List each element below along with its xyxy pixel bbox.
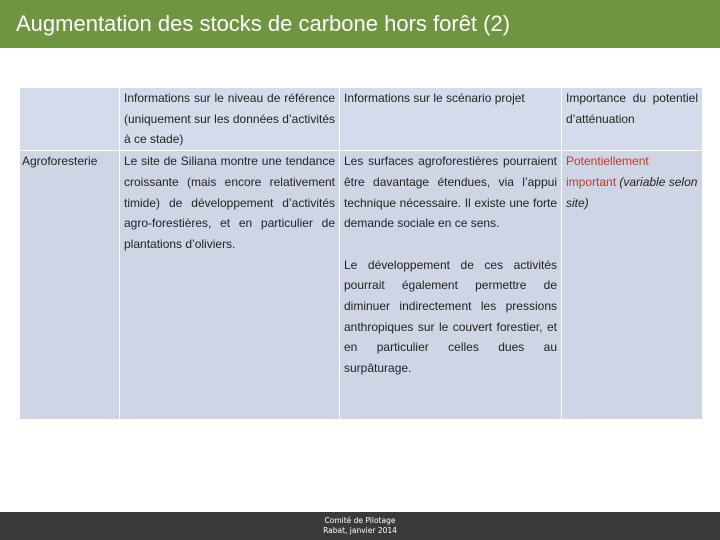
header-cell-importance xyxy=(562,88,703,151)
importance-main: Potentiellement important xyxy=(566,154,649,189)
header-reference-text: Informations sur le niveau de référence (uniquement sur les données d’activités à ce stade) xyxy=(124,91,335,147)
row-label: Agroforesterie xyxy=(22,154,98,169)
header-scenario-text: Informations sur le scénario projet xyxy=(344,91,525,105)
footer-line-2: Rabat, janvier 2014 xyxy=(323,526,397,535)
importance-note: (variable selon site) xyxy=(566,174,698,210)
scenario-paragraph-1: Les surfaces agroforestières pourraient être davantage étendues, via l’appui technique nécessaire. Il existe une forte demande sociale en ce sens. xyxy=(344,154,557,231)
importance-cell xyxy=(562,151,703,420)
header-cell-scenario xyxy=(340,88,562,151)
header-cell-reference xyxy=(120,88,340,151)
header-empty-cell xyxy=(20,88,120,151)
footer-line-1: Comité de Pilotage xyxy=(324,516,396,525)
scenario-cell xyxy=(340,151,562,420)
table-row xyxy=(20,151,703,420)
row-label-cell xyxy=(20,151,120,420)
footer-text xyxy=(300,516,420,536)
reference-cell xyxy=(120,151,340,420)
slide-title: Augmentation des stocks de carbone hors forêt (2) xyxy=(16,11,511,36)
header-importance-text: Importance du potentiel d’atténuation xyxy=(566,91,698,126)
reference-text: Le site de Siliana montre une tendance croissante (mais encore relativement timide) de développement d’activités agro-forestières, et en particulier de plantations d’oliviers. xyxy=(124,154,335,251)
importance-text xyxy=(562,151,702,213)
scenario-paragraph-2: Le développement de ces activités pourrait également permettre de diminuer indirectement les pressions anthropiques sur le couvert forestier, et en particulier celles dues au surpâturage. xyxy=(344,257,557,376)
table-header-row xyxy=(20,88,703,151)
content-table xyxy=(19,87,703,420)
